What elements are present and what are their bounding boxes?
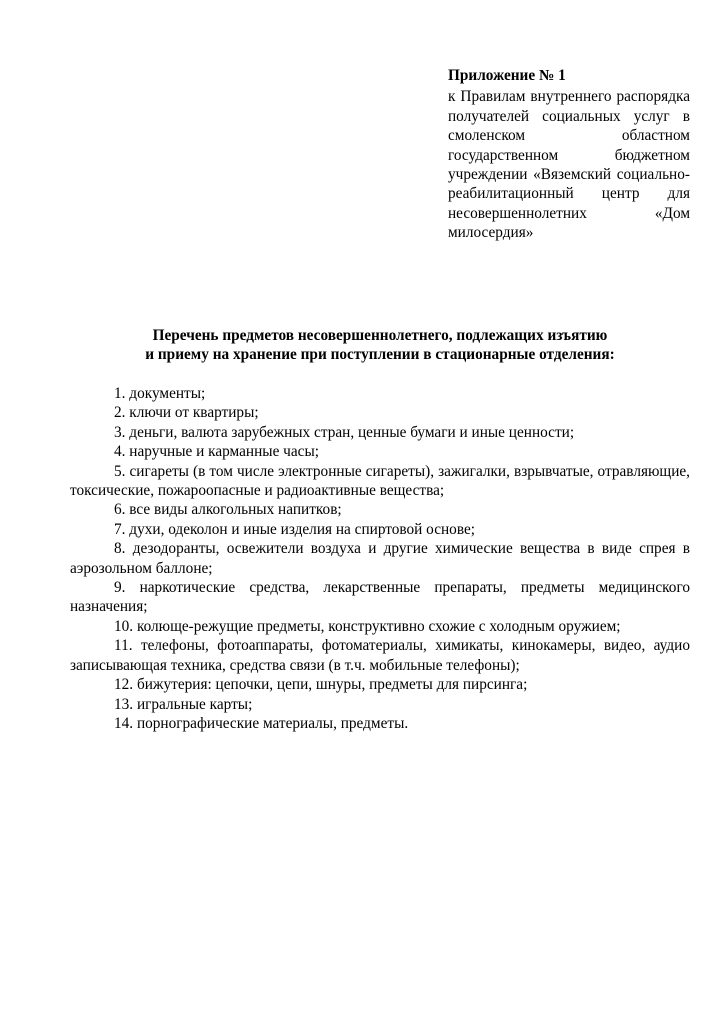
heading-line-1: Перечень предметов несовершеннолетнего, подлежащих изъятию [152,327,608,344]
list-item: 10. колюще-режущие предметы, конструктивно схожие с холодным оружием; [114,617,621,635]
appendix-block [448,66,690,243]
list-item: 14. порнографические материалы, предметы. [114,714,409,732]
list-item: 8. дезодоранты, освежители воздуха и другие химические вещества в виде спрея в аэрозольном баллоне; [70,540,690,577]
list-item: 9. наркотические средства, лекарственные препараты, предметы медицинского назначения; [70,579,690,616]
heading-line-2: и приему на хранение при поступлении в стационарные отделения: [145,346,615,364]
list-item: 2. ключи от квартиры; [114,404,259,422]
list-item: 6. все виды алкогольных напитков; [114,501,342,519]
items-list [70,384,690,733]
list-item: 4. наручные и карманные часы; [114,443,319,461]
list-item: 1. документы; [114,385,206,402]
list-item: 3. деньги, валюта зарубежных стран, ценные бумаги и иные ценности; [114,423,575,441]
document-heading [70,326,690,365]
list-item: 7. духи, одеколон и иные изделия на спиртовой основе; [114,520,476,538]
list-item: 13. игральные карты; [114,695,253,713]
list-item: 5. сигареты (в том числе электронные сигареты), зажигалки, взрывчатые, отравляющие, токсические, пожароопасные и радиоактивные вещества; [70,462,690,500]
appendix-title: Приложение № 1 [448,67,566,84]
appendix-body: к Правилам внутреннего распорядка получателей социальных услуг в смоленском областном государственном бюджетном учреждении «Вяземский социально-реабилитационный центр для несовершеннолетних «Дом милосердия» [448,88,690,242]
list-item: 11. телефоны, фотоаппараты, фотоматериалы, химикаты, кинокамеры, видео, аудио записывающая техника, средства связи (в т.ч. мобильные телефоны); [70,637,690,674]
list-item: 12. бижутерия: цепочки, цепи, шнуры, предметы для пирсинга; [114,676,528,694]
